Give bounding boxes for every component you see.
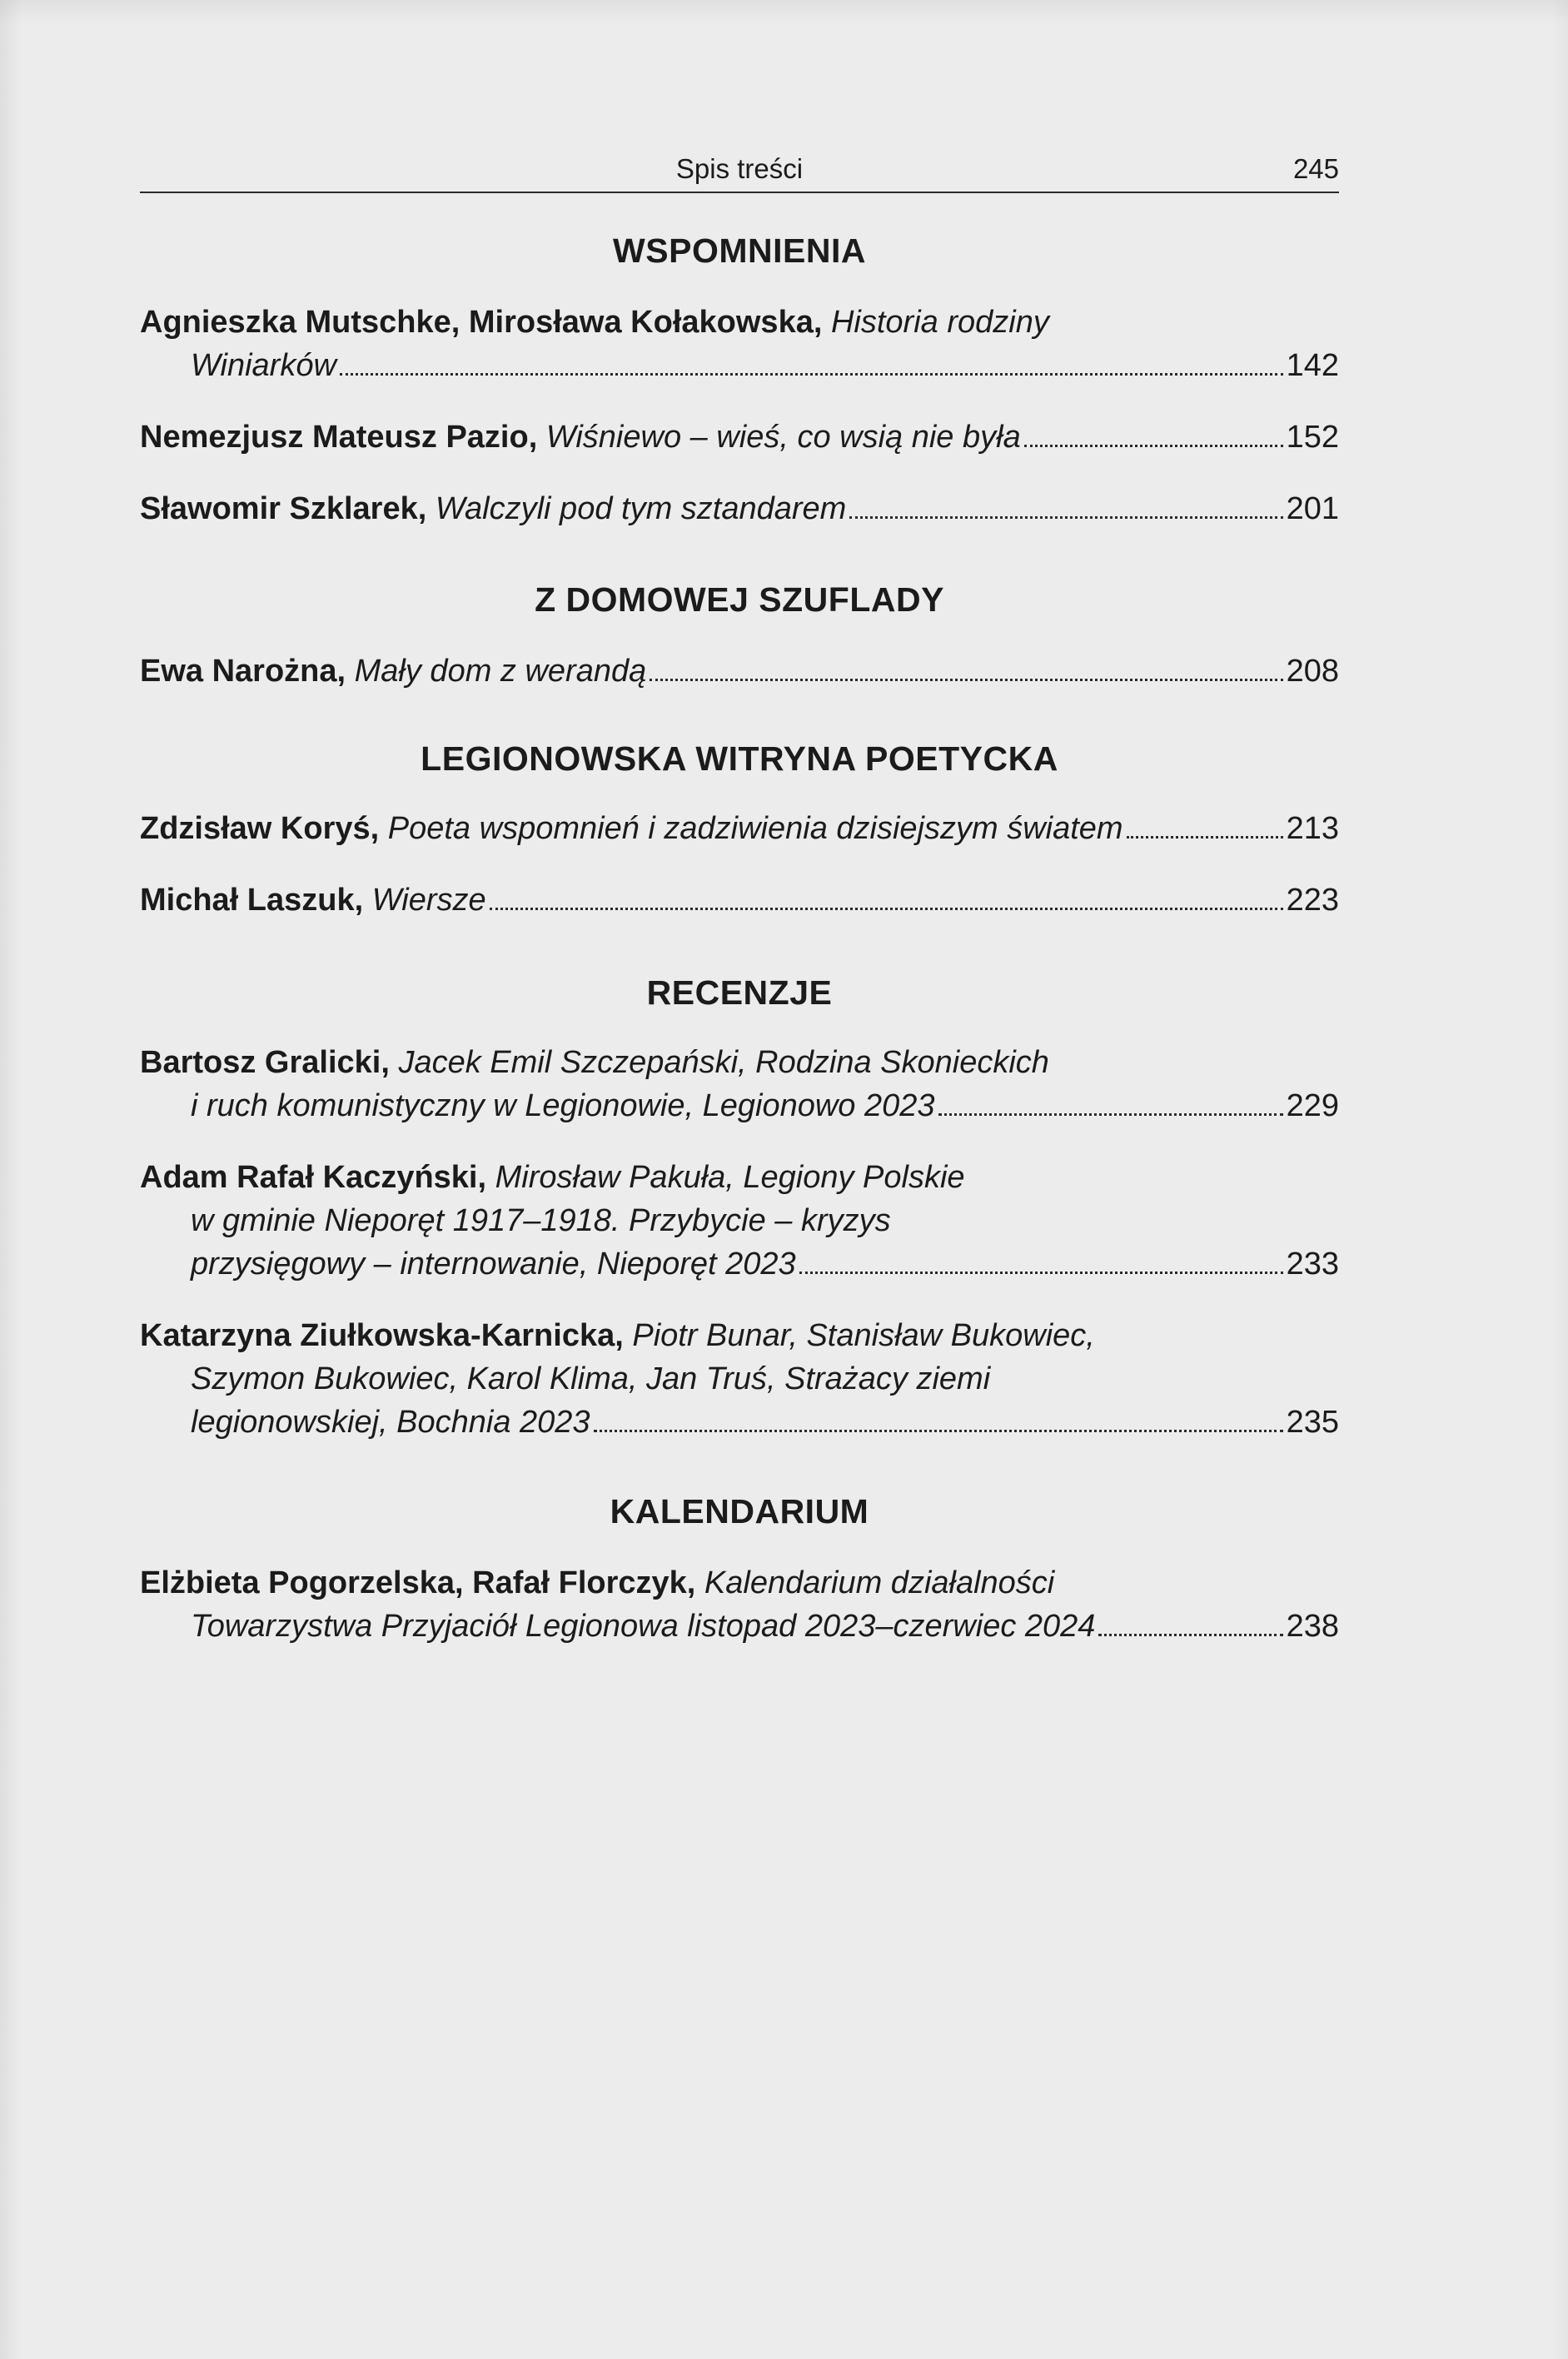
entry-title: Towarzystwa Przyjaciół Legionowa listopad 2023–czerwiec 2024 [191,1609,1096,1644]
entry-title: Historia rodziny [830,305,1049,340]
toc-entry[interactable] [140,878,1339,922]
toc-entry-line [140,1156,1339,1199]
table-of-contents-page [140,148,1339,1648]
entry-title: i ruch komunistyczny w Legionowie, Legionowo 2023 [191,1088,935,1123]
toc-entry-line [140,1357,1339,1401]
toc-entry-line [140,487,1339,530]
toc-entry[interactable] [140,649,1339,693]
toc-entry[interactable] [140,416,1339,459]
entry-title: przysięgowy – internowanie, Nieporęt 2023 [191,1247,796,1282]
entry-title: Winiarków [191,348,336,383]
toc-entry-line [140,1084,1339,1127]
toc-entry[interactable] [140,807,1339,850]
entry-author: Katarzyna Ziułkowska-Karnicka, [140,1318,624,1353]
toc-entry-line [140,301,1339,344]
entry-title: Piotr Bunar, Stanisław Bukowiec, [632,1318,1095,1353]
entry-page-number: 238 [1286,1609,1339,1644]
entry-author: Adam Rafał Kaczyński, [140,1160,487,1195]
dot-leader [650,679,1282,681]
entry-title: Szymon Bukowiec, Karol Klima, Jan Truś, Strażacy ziemi [191,1361,991,1396]
section-heading: LEGIONOWSKA WITRYNA POETYCKA [421,739,1058,778]
toc-entry-line [140,649,1339,693]
entry-author: Agnieszka Mutschke, Mirosława Kołakowska, [140,305,823,340]
entry-author: Nemezjusz Mateusz Pazio, [140,420,538,455]
toc-entry[interactable] [140,301,1339,387]
entry-author: Ewa Narożna, [140,654,346,689]
entry-page-number: 201 [1286,491,1339,526]
entry-page-number: 152 [1286,420,1339,455]
toc-entry[interactable] [140,1561,1339,1648]
entry-title: Jacek Emil Szczepański, Rodzina Skonieckich [398,1045,1049,1080]
toc-entry-line [140,1041,1339,1084]
entry-author: Zdzisław Koryś, [140,811,380,846]
entry-author: Elżbieta Pogorzelska, Rafał Florczyk, [140,1565,696,1600]
dot-leader [849,516,1282,519]
entry-title: Kalendarium działalności [704,1565,1055,1600]
toc-entry-line [140,1242,1339,1286]
section-heading: RECENZJE [646,973,833,1012]
entry-page-number: 229 [1286,1088,1339,1123]
entry-author: Sławomir Szklarek, [140,491,427,526]
entry-page-number: 223 [1286,883,1339,918]
toc-entry[interactable] [140,487,1339,530]
entry-author: Bartosz Gralicki, [140,1045,390,1080]
toc-entry[interactable] [140,1314,1339,1444]
entry-title: Mirosław Pakuła, Legiony Polskie [495,1160,965,1195]
entry-page-number: 142 [1286,348,1339,383]
toc-entry-line [140,416,1339,459]
section-heading: WSPOMNIENIA [613,231,866,270]
running-header [140,148,1339,192]
entry-title: Wiersze [371,883,486,918]
dot-leader [799,1272,1283,1274]
toc-entry-line [140,1314,1339,1357]
toc-entry-line [140,344,1339,387]
toc-entry[interactable] [140,1041,1339,1127]
toc-entry-line [140,1605,1339,1648]
entry-title: legionowskiej, Bochnia 2023 [191,1405,590,1440]
toc-entry-line [140,807,1339,850]
section-heading: Z DOMOWEJ SZUFLADY [535,580,944,619]
entry-page-number: 208 [1286,654,1339,689]
header-rule [140,192,1339,193]
entry-title: Mały dom z werandą [354,654,647,689]
dot-leader [1098,1634,1282,1636]
entry-title: Wiśniewo – wieś, co wsią nie była [545,420,1021,455]
section-heading: KALENDARIUM [610,1492,869,1530]
page-number: 245 [1292,153,1339,184]
dot-leader [1024,445,1283,447]
entry-author: Michał Laszuk, [140,883,364,918]
toc-body [140,231,1339,1648]
dot-leader [490,908,1283,910]
entry-title: w gminie Nieporęt 1917–1918. Przybycie – kryzys [191,1203,891,1238]
entry-page-number: 235 [1286,1405,1339,1440]
dot-leader [938,1113,1283,1116]
entry-page-number: 233 [1286,1247,1339,1282]
toc-entry-line [140,1401,1339,1444]
entry-title: Poeta wspomnień i zadziwienia dzisiejszym światem [387,811,1123,846]
dot-leader [340,373,1283,376]
toc-entry-line [140,1199,1339,1242]
entry-page-number: 213 [1286,811,1339,846]
toc-entry[interactable] [140,1156,1339,1286]
dot-leader [1127,836,1283,839]
toc-entry-line [140,1561,1339,1605]
toc-entry-line [140,878,1339,922]
dot-leader [594,1430,1283,1432]
entry-title: Walczyli pod tym sztandarem [435,491,847,526]
running-header-title: Spis treści [675,153,804,184]
